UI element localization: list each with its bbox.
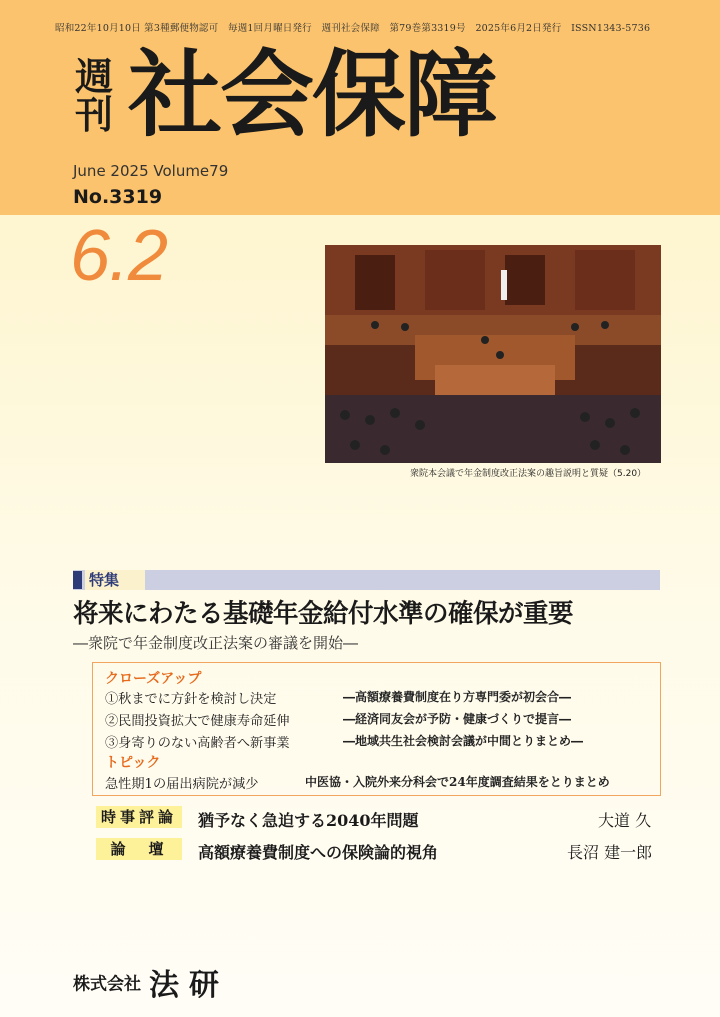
issue-number: No.3319 xyxy=(73,186,163,208)
cover-photo xyxy=(325,245,661,463)
feature-square-marker xyxy=(73,571,82,589)
feature-tag: 特集 xyxy=(85,570,145,590)
column-title-rondan: 高額療養費制度への保険論的視角 xyxy=(198,843,439,862)
closeup-item xyxy=(105,688,572,707)
feature-subtitle: ―衆院で年金制度改正法案の審議を開始― xyxy=(73,634,359,652)
magazine-title: 社会保障 xyxy=(128,41,497,150)
publisher-brand: 法研 xyxy=(149,968,229,1003)
closeup-item-main: ②民間投資拡大で健康寿命延伸 xyxy=(105,714,290,729)
topic-heading: トピック xyxy=(105,755,161,771)
feature-header-bar xyxy=(73,570,660,590)
publisher-kabushiki: 株式会社 xyxy=(73,974,141,995)
registration-line: 昭和22年10月10日 第3種郵便物認可 毎週1回月曜日発行 週刊社会保障 第79巻第3319号 2025年6月2日発行 ISSN1343-5736 xyxy=(55,23,651,34)
closeup-item-sub: ―高額療養費制度在り方専門委が初会合― xyxy=(343,690,572,704)
closeup-item xyxy=(105,710,572,729)
closeup-item-main: ③身寄りのない高齢者へ新事業 xyxy=(105,736,290,751)
weekly-char-2: 刊 xyxy=(74,93,113,137)
column-author-rondan: 長沼 建一郎 xyxy=(567,843,653,862)
topic-main: 急性期1の届出病院が減少 xyxy=(105,777,259,792)
closeup-item xyxy=(105,732,584,751)
closeup-item-sub: ―地域共生社会検討会議が中間とりまとめ― xyxy=(343,734,584,748)
volume-line: June 2025 Volume79 xyxy=(73,162,229,180)
closeup-item-sub: ―経済同友会が予防・健康づくりで提言― xyxy=(343,712,572,726)
closeup-heading: クローズアップ xyxy=(105,671,202,687)
topic-sub: 中医協・入院外来分科会で24年度調査結果をとりまとめ xyxy=(305,775,610,789)
closeup-item-main: ①秋までに方針を検討し決定 xyxy=(105,692,277,707)
topic-item xyxy=(105,773,610,792)
column-author-jiji: 大道 久 xyxy=(598,811,652,830)
weekly-label xyxy=(72,55,116,137)
publisher-name xyxy=(73,960,229,1004)
photo-caption: 衆院本会議で年金制度改正法案の趣旨説明と質疑（5.20） xyxy=(410,469,647,479)
column-title-jiji: 猶予なく急迫する2040年問題 xyxy=(198,811,419,830)
diet-chamber-photo xyxy=(325,245,661,463)
feature-title: 将来にわたる基礎年金給付水準の確保が重要 xyxy=(73,599,574,629)
weekly-char-1: 週 xyxy=(74,55,113,99)
column-tag-rondan: 論 壇 xyxy=(96,838,182,860)
issue-date: 6.2 xyxy=(70,216,168,296)
column-tag-jiji: 時事評論 xyxy=(96,806,182,828)
